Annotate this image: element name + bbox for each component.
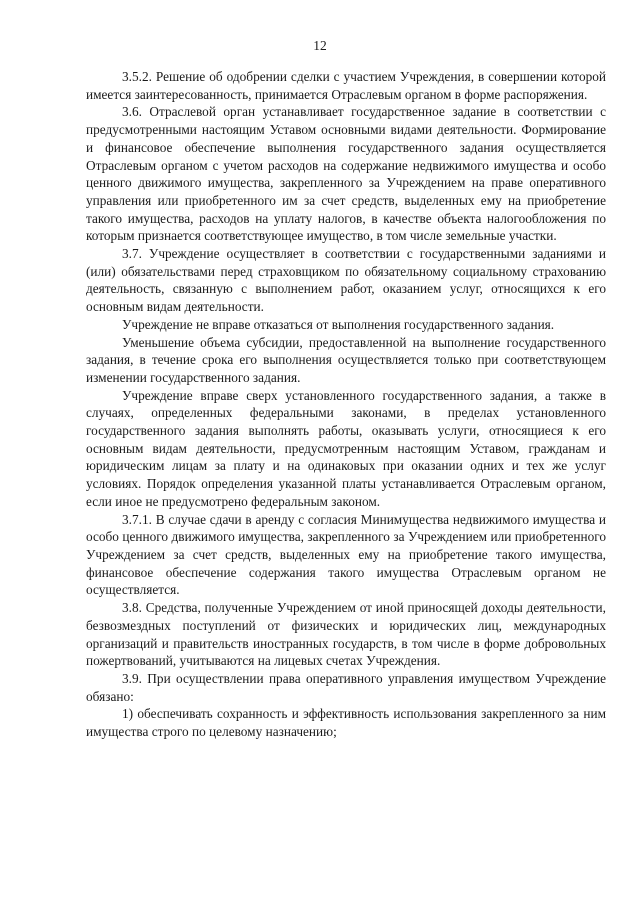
paragraph-3-7: 3.7. Учреждение осуществляет в соответствии с государственными заданиями и (или) обязательствами перед страховщиком по обязательному социальному страхованию деятельность, связанную с выполнением работ, оказанием услуг, относящихся к его основным видам деятельности.: [86, 246, 606, 315]
paragraph-3-5-2: 3.5.2. Решение об одобрении сделки с участием Учреждения, в совершении которой имеется заинтересованность, принимается Отраслевым органом в форме распоряжения.: [86, 69, 606, 102]
paragraph-refusal-prohibition: Учреждение не вправе отказаться от выполнения государственного задания.: [122, 316, 555, 332]
paragraph-3-9: 3.9. При осуществлении права оперативного управления имуществом Учреждение обязано:: [86, 670, 606, 704]
paragraph-3-9-item-1: 1) обеспечивать сохранность и эффективность использования закрепленного за ним имущества строго по целевому назначению;: [86, 706, 606, 740]
paragraph-3-8: 3.8. Средства, полученные Учреждением от иной приносящей доходы деятельности, безвозмездных поступлений от физических и юридических лиц, международных организаций и правительств иностранных государств, в том числе в форме добровольных пожертвований, учитываются на лицевых счетах Учреждения.: [86, 600, 606, 669]
paragraph-3-7-1: 3.7.1. В случае сдачи в аренду с согласия Минимущества недвижимого имущества и особо ценного движимого имущества, закрепленного за Учреждением или приобретенного Учреждением за счет средств, выделенных ему на приобретение такого имущества, финансовое обеспечение содержания такого имущества Отраслевым органом не осуществляется.: [86, 511, 606, 598]
paragraph-paid-services: Учреждение вправе сверх установленного государственного задания, а также в случаях, определенных федеральными законами, в пределах установленного государственного задания выполнять работы, оказывать услуги, относящиеся к его основным видам деятельности, предусмотренным настоящим Уставом, гражданам и юридическим лицам за плату и на одинаковых при оказании одних и тех же услуг условиях. Порядок определения указанной платы устанавливается Отраслевым органом, если иное не предусмотрено федеральным законом.: [86, 387, 606, 509]
document-body: [86, 68, 606, 741]
paragraph-3-6: 3.6. Отраслевой орган устанавливает государственное задание в соответствии с предусмотренными настоящим Уставом основными видами деятельности. Формирование и финансовое обеспечение выполнения государственного задания осуществляется Отраслевым органом с учетом расходов на содержание недвижимого имущества и особо ценного движимого имущества, закрепленного за Учреждением на праве оперативного управления или приобретенного им за счет средств, выделенных ему на приобретение такого имущества, расходов на уплату налогов, в качестве объекта налогообложения по которым признается соответствующее имущество, в том числе земельные участки.: [86, 104, 606, 244]
page-number: 12: [313, 38, 327, 53]
paragraph-subsidy-reduction: Уменьшение объема субсидии, предоставленной на выполнение государственного задания, в течение срока его выполнения осуществляется только при соответствующем изменении государственного задания.: [86, 334, 606, 385]
